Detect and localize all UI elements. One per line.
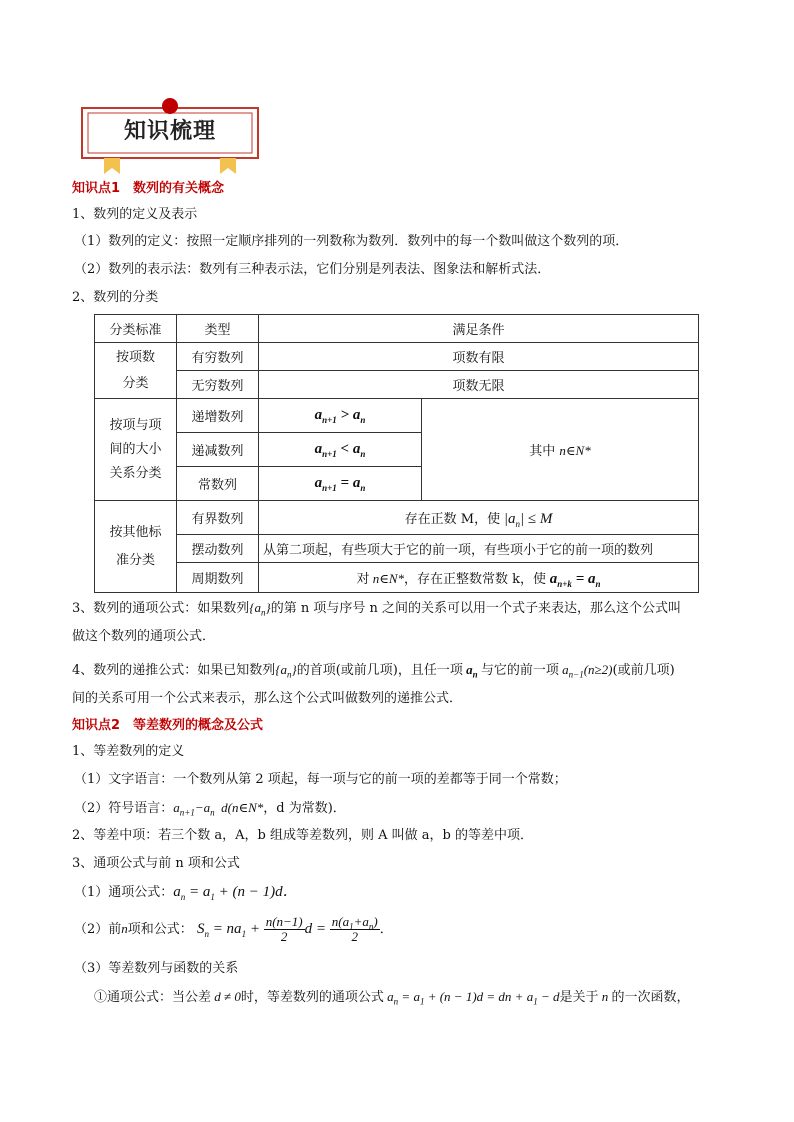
group2-note	[422, 399, 699, 501]
s3-text: 3、数列的通项公式：如果数列	[72, 601, 250, 616]
note-prefix: 其中	[529, 444, 560, 459]
group2-label-line: 关系分类	[109, 465, 162, 481]
formula-constant: $a_{n+1} = a_n$	[259, 467, 422, 501]
periodic-mid: ，存在正整数常数 k，使	[404, 571, 547, 587]
d3-item4-text: ①通项公式：当公差	[94, 990, 212, 1005]
s4-line2: 间的关系可用一个公式来表示，那么这个公式叫做数列的递推公式．	[72, 691, 463, 706]
d3-item4-text: 时，等差数列的通项公式	[240, 990, 384, 1005]
group2-label	[95, 399, 177, 501]
bounded-text: 存在正数 M，使	[404, 511, 501, 527]
d3-heading: 3、通项公式与前 n 项和公式	[72, 856, 240, 871]
group1-label	[95, 343, 177, 399]
condition-cell: 项数有限	[259, 343, 699, 371]
table-row	[95, 343, 699, 371]
periodic-prefix: 对	[356, 571, 370, 587]
group1-label-line: 按项数	[115, 349, 155, 365]
condition-cell: 从第二项起，有些项大于它的前一项，有些项小于它的前一项的数列	[259, 535, 699, 563]
s1-item2: （2）数列的表示法：数列有三种表示法，它们分别是列表法、图象法和解析式法．	[74, 262, 551, 277]
type-cell: 有界数列	[177, 501, 259, 535]
banner-pin-icon	[162, 98, 178, 114]
type-cell: 有穷数列	[177, 343, 259, 371]
d3-item1-label: （1）通项公式：	[74, 885, 174, 900]
kp2-title: 知识点2 等差数列的概念及公式	[72, 718, 264, 733]
s3-text: 的第 n 项与序号 n 之间的关系可以用一个式子来表达，那么这个公式叫	[270, 601, 681, 616]
type-cell: 递增数列	[177, 399, 259, 433]
s4-line1: 4、数列的递推公式：如果已知数列$\{a_n\}$的首项(或前几项)，且任一项 $a_n$ 与它的前一项 $a_{n-1}(n\ge 2)$(或前几项)	[72, 662, 675, 680]
d3-item2-label: （2）前	[74, 922, 122, 937]
s4-text: 的首项(或前几项)，且任一项	[296, 663, 463, 678]
type-cell: 摆动数列	[177, 535, 259, 563]
note-math: n∈N*	[559, 443, 591, 458]
group2-label-line: 按项与项	[109, 417, 162, 433]
ribbon-right-icon	[220, 158, 236, 174]
table-row	[95, 371, 699, 399]
d1-item2-prefix: （2）符号语言：	[74, 801, 174, 816]
d3-item1: （1）通项公式：$a_n = a_1 + (n - 1)d$．	[74, 884, 298, 902]
condition-cell: 对 n∈N*，存在正整数常数 k，使 $a_{n+k} = a_n$	[259, 563, 699, 593]
condition-cell: 项数无限	[259, 371, 699, 399]
type-cell: 递减数列	[177, 433, 259, 467]
group3-label	[95, 501, 177, 593]
s1-item1: （1）数列的定义：按照一定顺序排列的一列数称为数列．数列中的每一个数叫做这个数列的项．	[74, 234, 629, 249]
d1-item2-suffix: ，d 为常数)．	[263, 801, 346, 816]
s1-heading: 1、数列的定义及表示	[72, 207, 198, 222]
group3-label-line: 按其他标	[109, 524, 162, 540]
ribbon-left-icon	[104, 158, 120, 174]
table-row	[95, 399, 699, 433]
table-row	[95, 501, 699, 535]
d3-item3: （3）等差数列与函数的关系	[74, 961, 239, 976]
d3-item2: （2）前n项和公式： $S_n = na_1$ + $\frac{n(n-1)}{2}$ d = $\frac{n(a_1+a_n)}{2}$ ．	[74, 914, 393, 944]
s4-text: 4、数列的递推公式：如果已知数列	[72, 663, 276, 678]
s2-heading: 2、数列的分类	[72, 290, 159, 305]
s3-line2: 做这个数列的通项公式．	[72, 629, 216, 644]
classification-table	[94, 314, 699, 593]
d3-item2-label: 项和公式：	[127, 922, 193, 937]
group1-label-line: 分类	[122, 375, 149, 391]
banner-title: 知识梳理	[123, 119, 216, 144]
d1-item1: （1）文字语言：一个数列从第 2 项起，每一项与它的前一项的差都等于同一个常数；	[74, 772, 567, 787]
table-row	[95, 563, 699, 593]
group3-label-line: 准分类	[115, 552, 155, 568]
formula-decreasing: $a_{n+1} < a_n$	[259, 433, 422, 467]
type-cell: 常数列	[177, 467, 259, 501]
s4-text: (或前几项)	[612, 663, 675, 678]
formula-increasing: $a_{n+1} > a_n$	[259, 399, 422, 433]
table-row	[95, 535, 699, 563]
s4-text: 与它的前一项	[480, 663, 559, 678]
kp1-title: 知识点1 数列的有关概念	[72, 181, 225, 196]
type-cell: 无穷数列	[177, 371, 259, 399]
d3-item4-text: 是关于	[559, 990, 599, 1005]
header-cell: 类型	[177, 315, 259, 343]
table-header-row	[95, 315, 699, 343]
group2-label-line: 间的大小	[109, 441, 162, 457]
s3-line1: 3、数列的通项公式：如果数列$\{a_n\}$的第 n 项与序号 n 之间的关系可以用一个式子来表达，那么这个公式叫	[72, 600, 681, 618]
d2-text: 2、等差中项：若三个数 a，A，b 组成等差数列，则 A 叫做 a，b 的等差中项．	[72, 828, 533, 843]
header-cell: 满足条件	[259, 315, 699, 343]
d1-heading: 1、等差数列的定义	[72, 744, 185, 759]
d1-item2: （2）符号语言：$a_{n+1}-a_n$ d(n∈N*，d 为常数)．	[74, 800, 346, 818]
type-cell: 周期数列	[177, 563, 259, 593]
condition-cell: 存在正数 M，使 $|a_n| \le M$	[259, 501, 699, 535]
d3-item4: ①通项公式：当公差 d ≠ 0时，等差数列的通项公式 $a_n = a_1 + (n - 1)d$ = dn + $a_1 - d$是关于 n 的一次函数，	[94, 989, 690, 1007]
d3-item4-text: 的一次函数，	[611, 990, 690, 1005]
header-cell: 分类标准	[95, 315, 177, 343]
